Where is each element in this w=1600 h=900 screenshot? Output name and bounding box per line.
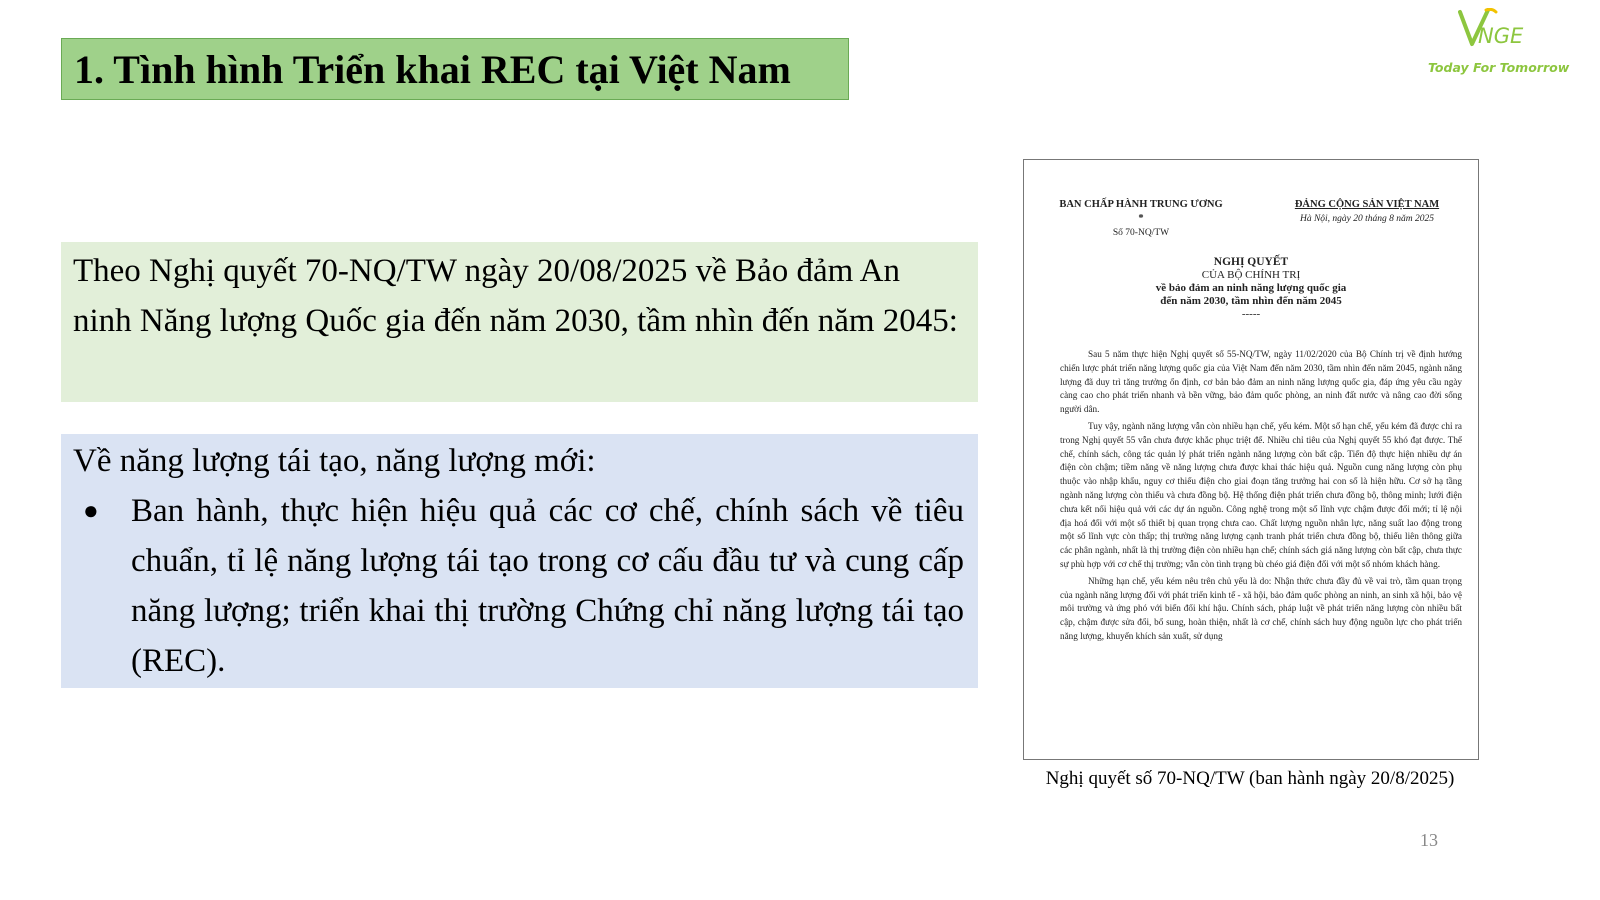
doc-header-left [1036,198,1246,240]
doc-header-right [1262,198,1472,226]
doc-date: Hà Nội, ngày 20 tháng 8 năm 2025 [1299,214,1435,224]
doc-title-2: CỦA BỘ CHÍNH TRỊ [1201,269,1301,281]
page-number: 13 [1420,830,1438,850]
doc-body [1060,348,1462,647]
intro-box [61,242,978,402]
renewable-box [61,434,978,688]
doc-title-3: về bảo đảm an ninh năng lượng quốc gia [1155,282,1347,294]
bullet-item [73,486,964,686]
doc-paragraph: Tuy vậy, ngành năng lượng vẫn còn nhiều hạn chế, yếu kém. Một số hạn chế, yếu kém đã được chỉ ra trong Nghị quyết 55 vẫn chưa được khắc phục triệt để. Nhiều chỉ tiêu của Nghị quyết 55 khó đạt được. Thể chế, chính sách, công tác quản lý phát triển ngành năng lượng còn bất cập. Tiến độ thực hiện nhiều dự án điện còn chậm; tiềm năng về năng lượng chưa được khai thác hiệu quả. Nguồn cung năng lượng còn phụ thuộc vào nhập khẩu, nguy cơ thiếu điện cho giai đoạn tăng trưởng hai con số là hiện hữu. Cơ sở hạ tầng ngành năng lượng còn thiếu và chưa đồng bộ. Hệ thống điện phát triển chưa đồng bộ, thông minh; lưới điện chưa kết nối hiệu quả với các dự án nguồn. Công nghệ trong một số lĩnh vực chậm được đổi mới; tỉ lệ nội địa hoá đối với một số thiết bị quan trọng chưa cao. Chất lượng nguồn nhân lực, năng suất lao động trong một số lĩnh vực còn thấp; thị trường năng lượng cạnh tranh phát triển chưa đồng bộ, thiếu liên thông giữa các phân ngành, nhất là thị trường điện còn nhiều hạn chế; chính sách giá năng lượng còn bất cập, chưa thực sự phù hợp với cơ chế thị trường; vẫn còn tình trạng bù chéo giá điện đối với một số nhóm khách hàng. [1060,420,1462,569]
doc-party-name: ĐẢNG CỘNG SẢN VIỆT NAM [1294,199,1440,210]
slide-title-box [61,38,849,100]
bullet-text: Ban hành, thực hiện hiệu quả các cơ chế, chính sách về tiêu chuẩn, tỉ lệ năng lượng tái tạo trong cơ cấu đầu tư và cung cấp năng lượng; triển khai thị trường Chứng chỉ năng lượng tái tạo (REC). [131,493,964,679]
document-caption: Nghị quyết số 70-NQ/TW (ban hành ngày 20/8/2025) [1045,768,1455,789]
doc-paragraph: Sau 5 năm thực hiện Nghị quyết số 55-NQ/TW, ngày 11/02/2020 của Bộ Chính trị về định hướng chiến lược phát triển năng lượng quốc gia của Việt Nam đến năm 2030, tầm nhìn đến năm 2045, ngành năng lượng đã duy trì tăng trưởng ổn định, cơ bản bảo đảm an ninh năng lượng quốc gia, đáp ứng yêu cầu ngày càng cao cho phát triển nhanh và bền vững, bảo đảm quốc phòng, an ninh đất nước và nâng cao đời sống người dân. [1060,349,1462,415]
doc-issuer-mark: * [1138,213,1144,224]
doc-title-rule: ----- [1241,308,1261,320]
doc-title-4: đến năm 2030, tầm nhìn đến năm 2045 [1160,295,1342,307]
intro-text: Theo Nghị quyết 70-NQ/TW ngày 20/08/2025 về Bảo đảm An ninh Năng lượng Quốc gia đến năm 2030, tầm nhìn đến năm 2045: [73,253,958,339]
doc-number: Số 70-NQ/TW [1112,228,1170,238]
doc-issuer: BAN CHẤP HÀNH TRUNG ƯƠNG [1059,199,1223,210]
resolution-document-image [1023,159,1479,760]
bullet-dot-icon: ● [83,496,99,525]
vnge-logo [1428,6,1568,76]
doc-paragraph: Những hạn chế, yếu kém nêu trên chủ yếu là do: Nhận thức chưa đầy đủ về vai trò, tầm quan trọng của ngành năng lượng đối với phát triển kinh tế - xã hội, bảo đảm quốc phòng an ninh, an sinh xã hội, bảo vệ môi trường và ứng phó với biến đổi khí hậu. Chính sách, pháp luật về phát triển năng lượng còn nhiều bất cập, chậm được sửa đổi, bổ sung, hoàn thiện, nhất là cơ chế, chính sách huy động nguồn lực cho phát triển năng lượng, khuyến khích sản xuất, sử dụng [1060,575,1462,641]
logo-brand-text: NGE [1478,24,1524,48]
doc-title-block [1024,256,1478,321]
doc-title-1: NGHỊ QUYẾT [1213,256,1289,268]
slide-title: 1. Tình hình Triển khai REC tại Việt Nam [74,46,791,92]
renewable-heading: Về năng lượng tái tạo, năng lượng mới: [73,443,596,479]
logo-tagline: Today For Tomorrow [1428,60,1570,75]
